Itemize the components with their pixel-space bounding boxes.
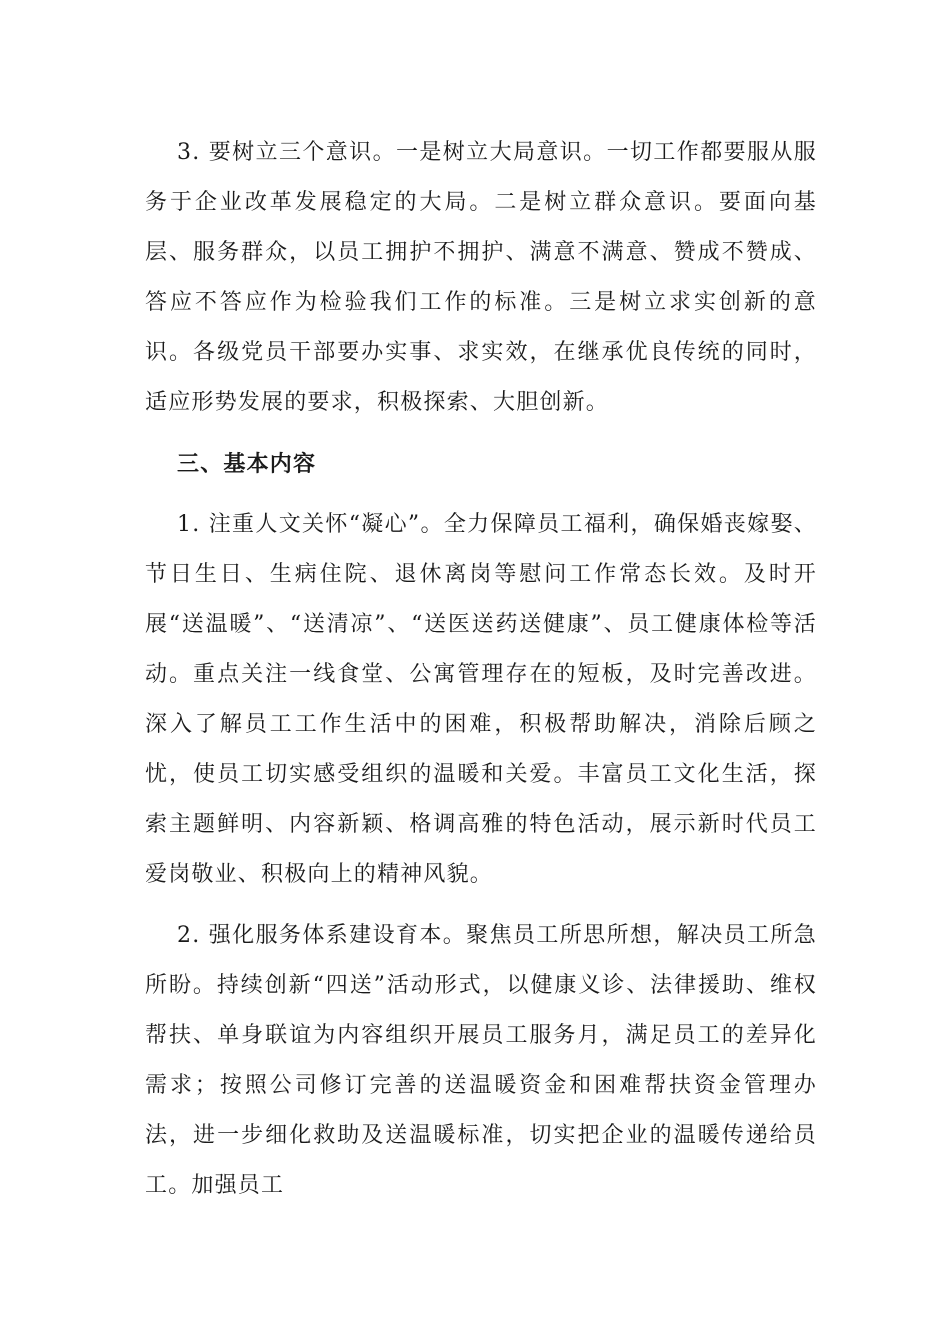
paragraph-service-system: 2. 强化服务体系建设育本。聚焦员工所思所想，解决员工所急所盼。持续创新“四送”活动形式，以健康义诊、法律援助、维权帮扶、单身联谊为内容组织开展员工服务月，满足员工的差异化需求；按照公司修订完善的送温暖资金和困难帮扶资金管理办法，进一步细化救助及送温暖标准，切实把企业的温暖传递给员工。加强员工 xyxy=(145,923,817,1198)
paragraph-humanistic-care: 1. 注重人文关怀“凝心”。全力保障员工福利，确保婚丧嫁娶、节日生日、生病住院、退休离岗等慰问工作常态长效。及时开展“送温暖”、“送清凉”、“送医送药送健康”、员工健康体检等活动。重点关注一线食堂、公寓管理存在的短板，及时完善改进。深入了解员工工作生活中的困难，积极帮助解决，消除后顾之忧，使员工切实感受组织的温暖和关爱。丰富员工文化生活，探索主题鲜明、内容新颖、格调高雅的特色活动，展示新时代员工爱岗敬业、积极向上的精神风貌。 xyxy=(145,512,817,887)
section-heading-basic-content: 三、基本内容 xyxy=(177,451,317,477)
paragraph-awareness: 3. 要树立三个意识。一是树立大局意识。一切工作都要服从服务于企业改革发展稳定的大局。二是树立群众意识。要面向基层、服务群众，以员工拥护不拥护、满意不满意、赞成不赞成、答应不答应作为检验我们工作的标准。三是树立求实创新的意识。各级党员干部要办实事、求实效，在继承优良传统的同时，适应形势发展的要求，积极探索、大胆创新。 xyxy=(145,140,817,415)
document-body xyxy=(145,128,817,1222)
